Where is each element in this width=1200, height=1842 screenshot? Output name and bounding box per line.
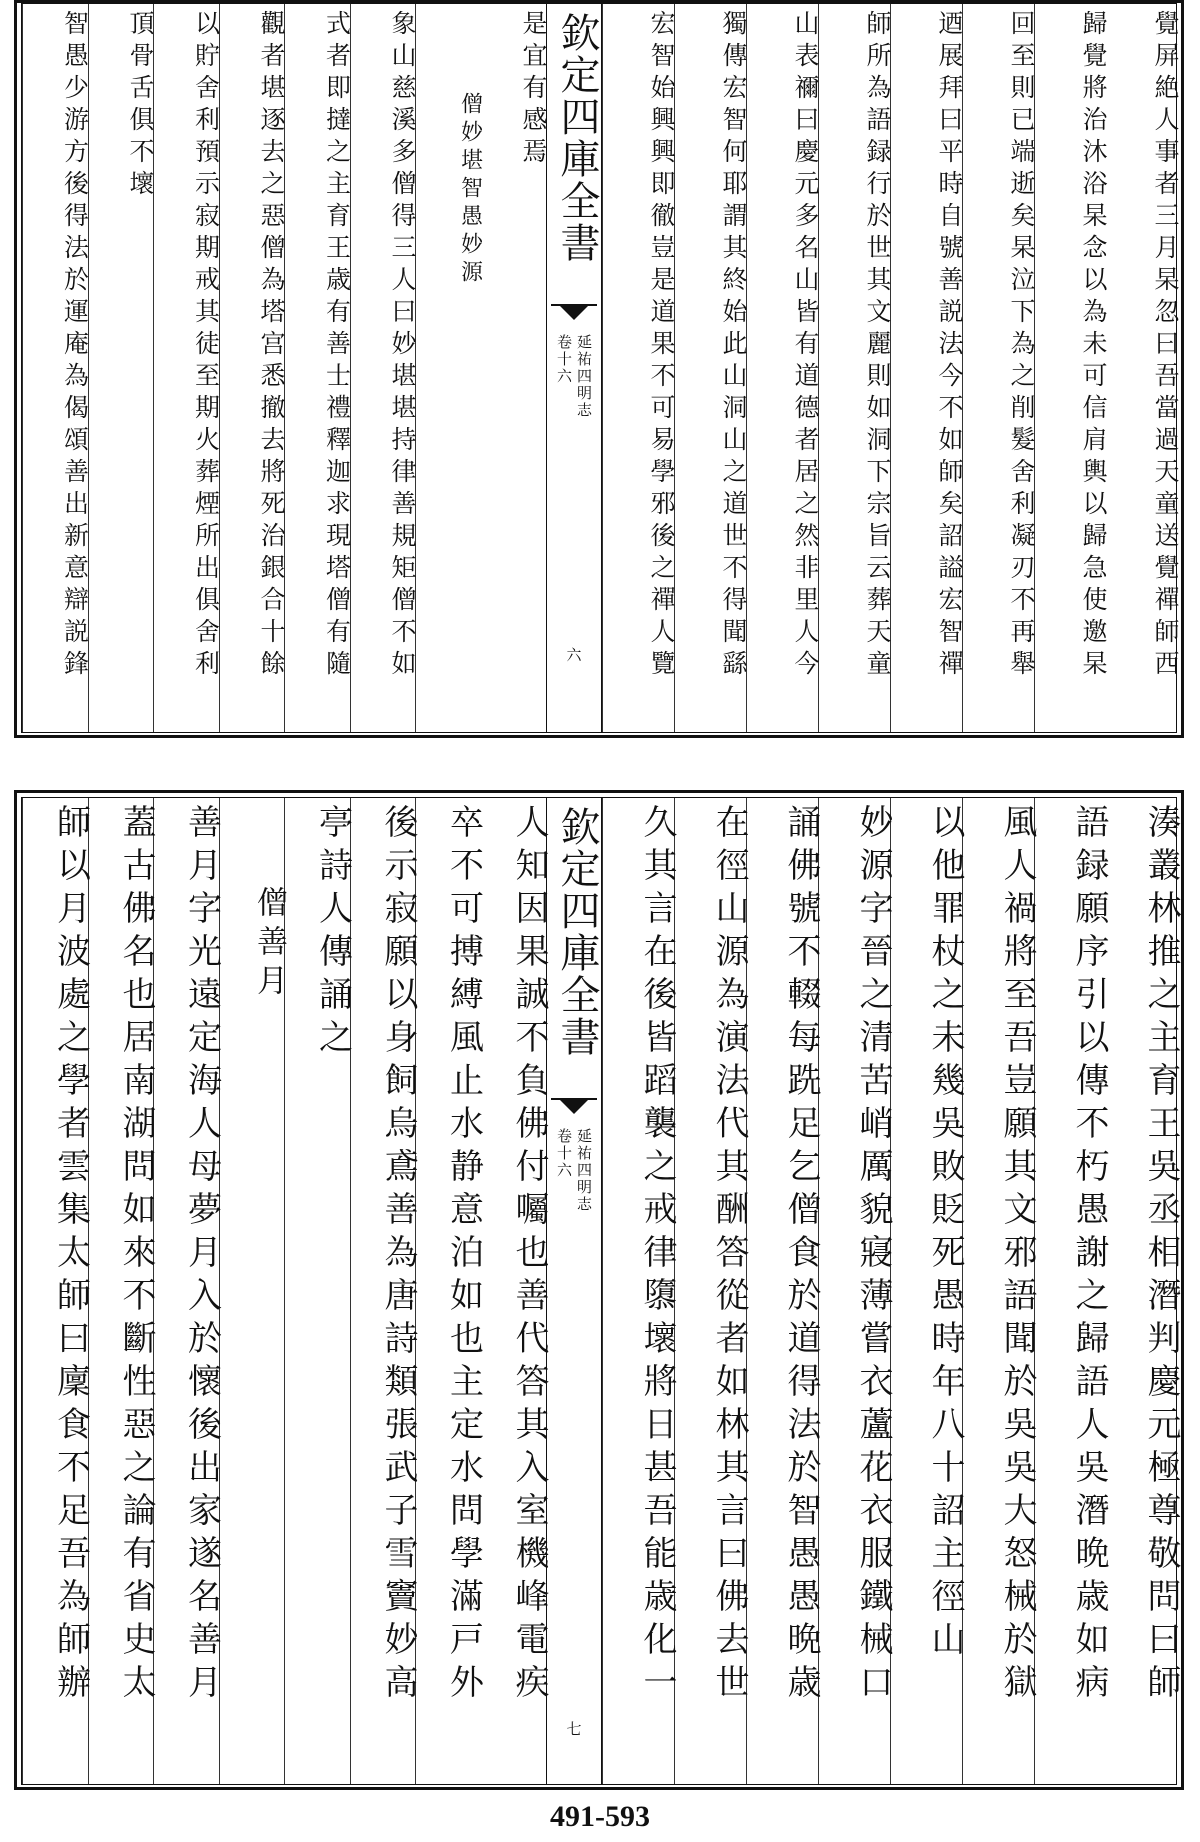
text-column (1034, 798, 1109, 1784)
text-column (153, 798, 222, 1784)
column-text: 善月字光遠定海人母夢月入於懷後出家遂名善月 (181, 804, 222, 1707)
text-column (481, 798, 547, 1784)
top-page-last-column (2, 4, 18, 730)
column-text: 獨傳宏智何耶謂其終始此山洞山之道世不得聞繇 (719, 10, 748, 682)
column-text: 迺展拜曰平時自號善説法今不如師矣詔謚宏智禪 (935, 10, 964, 682)
center-title: 欽定四庫全書 (554, 12, 600, 264)
center-fold (546, 4, 602, 732)
text-column (415, 798, 484, 1784)
center-subtitle-book: 延祐四明志 (575, 1128, 593, 1213)
top-page (0, 0, 1200, 738)
text-column (962, 798, 1037, 1784)
text-column (88, 4, 154, 732)
column-text: 是宜有感焉 (519, 10, 548, 170)
top-page-text-area (21, 3, 1180, 733)
column-text: 頂骨舌俱不壞 (126, 10, 155, 202)
bottom-page (0, 790, 1200, 1794)
text-column (674, 4, 746, 732)
column-text: 覺屏絶人事者三月杲忽曰吾當過天童送覺禪師西 (1151, 10, 1180, 682)
column-text: 久其言在後皆蹈襲之戒律隳壞將日甚吾能歳化一 (637, 804, 677, 1707)
column-text: 誦佛號不輟每跣足乞僧食於道得法於智愚愚晩歳 (781, 804, 821, 1707)
column-text: 師以月波處之學者雲集太師曰廩食不足吾為師辦 (50, 804, 91, 1707)
center-subtitle-volume: 卷十六 (555, 1128, 573, 1179)
center-title: 欽定四庫全書 (554, 806, 600, 1058)
page-number: 491-593 (550, 1800, 650, 1833)
column-text: 宏智始興興即徹豈是道果不可易學邪後之禪人覽 (647, 10, 676, 682)
center-subtitle-book: 延祐四明志 (575, 334, 593, 419)
column-text: 山表禰曰慶元多名山皆有道德者居之然非里人今 (791, 10, 820, 682)
text-column (153, 4, 219, 732)
text-column (219, 4, 285, 732)
section-heading: 僧善月 (251, 886, 287, 1003)
fishtail-mark (551, 304, 597, 328)
column-text: 在徑山源為演法代其酬答從者如林其言曰佛去世 (709, 804, 749, 1707)
text-column (350, 798, 416, 1784)
column-text: 湊叢林推之主育王吳丞相潛判慶元極尊敬問曰師 (1141, 804, 1181, 1707)
column-text: 蓋古佛名也居南湖問如來不斷性惡之論有省史太 (116, 804, 156, 1707)
text-column (818, 4, 890, 732)
column-text: 妙源字晉之清苦峭厲貌寢薄嘗衣蘆花衣服鐵械口 (853, 804, 893, 1707)
text-column (602, 798, 677, 1784)
column-text: 以貯舍利預示寂期戒其徒至期火葬煙所出俱舍利 (191, 10, 221, 682)
column-text: 以他罪杖之未幾吳敗貶死愚時年八十詔主徑山 (925, 804, 965, 1664)
text-column (219, 798, 285, 1784)
fishtail-mark (551, 1098, 597, 1122)
column-text: 智愚少游方後得法於運庵為偈頌善出新意辯説鋒 (60, 10, 90, 682)
text-column (818, 798, 893, 1784)
column-text: 回至則已端逝矣杲泣下為之削髮舍利凝刃不再舉 (1007, 10, 1036, 682)
column-text: 象山慈溪多僧得三人曰妙堪堪持律善規矩僧不如 (388, 10, 417, 682)
text-column (602, 4, 674, 732)
center-fold (546, 798, 602, 1784)
section-heading: 僧妙堪智愚妙源 (457, 92, 483, 288)
column-text: 觀者堪逐去之惡僧為塔宫悉撤去將死治銀合十餘 (257, 10, 286, 682)
text-column (415, 4, 481, 732)
center-subtitle (547, 334, 601, 419)
column-text: 語録願序引以傳不朽愚謝之歸語人吳潛晩歳如病 (1069, 804, 1109, 1707)
text-column (284, 4, 350, 732)
text-column (481, 4, 547, 732)
column-text: 師所為語録行於世其文麗則如洞下宗旨云葬天童 (863, 10, 892, 682)
bottom-page-frame (14, 790, 1184, 1790)
top-page-frame (14, 0, 1184, 738)
column-text: 卒不可搏縛風止水静意泊如也主定水問學滿戸外 (443, 804, 484, 1707)
column-text: 亭詩人傳誦之 (312, 804, 353, 1062)
column-text: 風人禍將至吾豈願其文邪語聞於吳吳大怒械於獄 (997, 804, 1037, 1707)
bottom-page-text-area (21, 797, 1181, 1785)
text-column (22, 4, 88, 732)
column-text: 式者即撻之主育王歳有善士禮釋迦求現塔僧有隨 (322, 10, 352, 682)
center-subtitle-volume: 卷十六 (555, 334, 573, 385)
text-column (890, 4, 962, 732)
center-folio: 七 (566, 1720, 582, 1738)
text-column (1106, 4, 1178, 732)
column-text: 歸覺將治沐浴杲念以為未可信肩輿以歸急使邀杲 (1079, 10, 1108, 682)
text-column (88, 798, 154, 1784)
text-column (1106, 798, 1181, 1784)
column-text: 人知因果誠不負佛付囑也善代答其入室機峰電疾 (509, 804, 549, 1707)
text-column (674, 798, 749, 1784)
text-column (746, 798, 821, 1784)
text-column (746, 4, 818, 732)
text-column (962, 4, 1034, 732)
text-column (350, 4, 416, 732)
text-column (22, 798, 91, 1784)
center-folio: 六 (566, 646, 582, 664)
center-subtitle (547, 1128, 601, 1213)
text-column (890, 798, 965, 1784)
column-text: 後示寂願以身飼烏鳶善為唐詩類張武子雪竇妙高 (378, 804, 418, 1707)
text-column (1034, 4, 1106, 732)
text-column (284, 798, 353, 1784)
